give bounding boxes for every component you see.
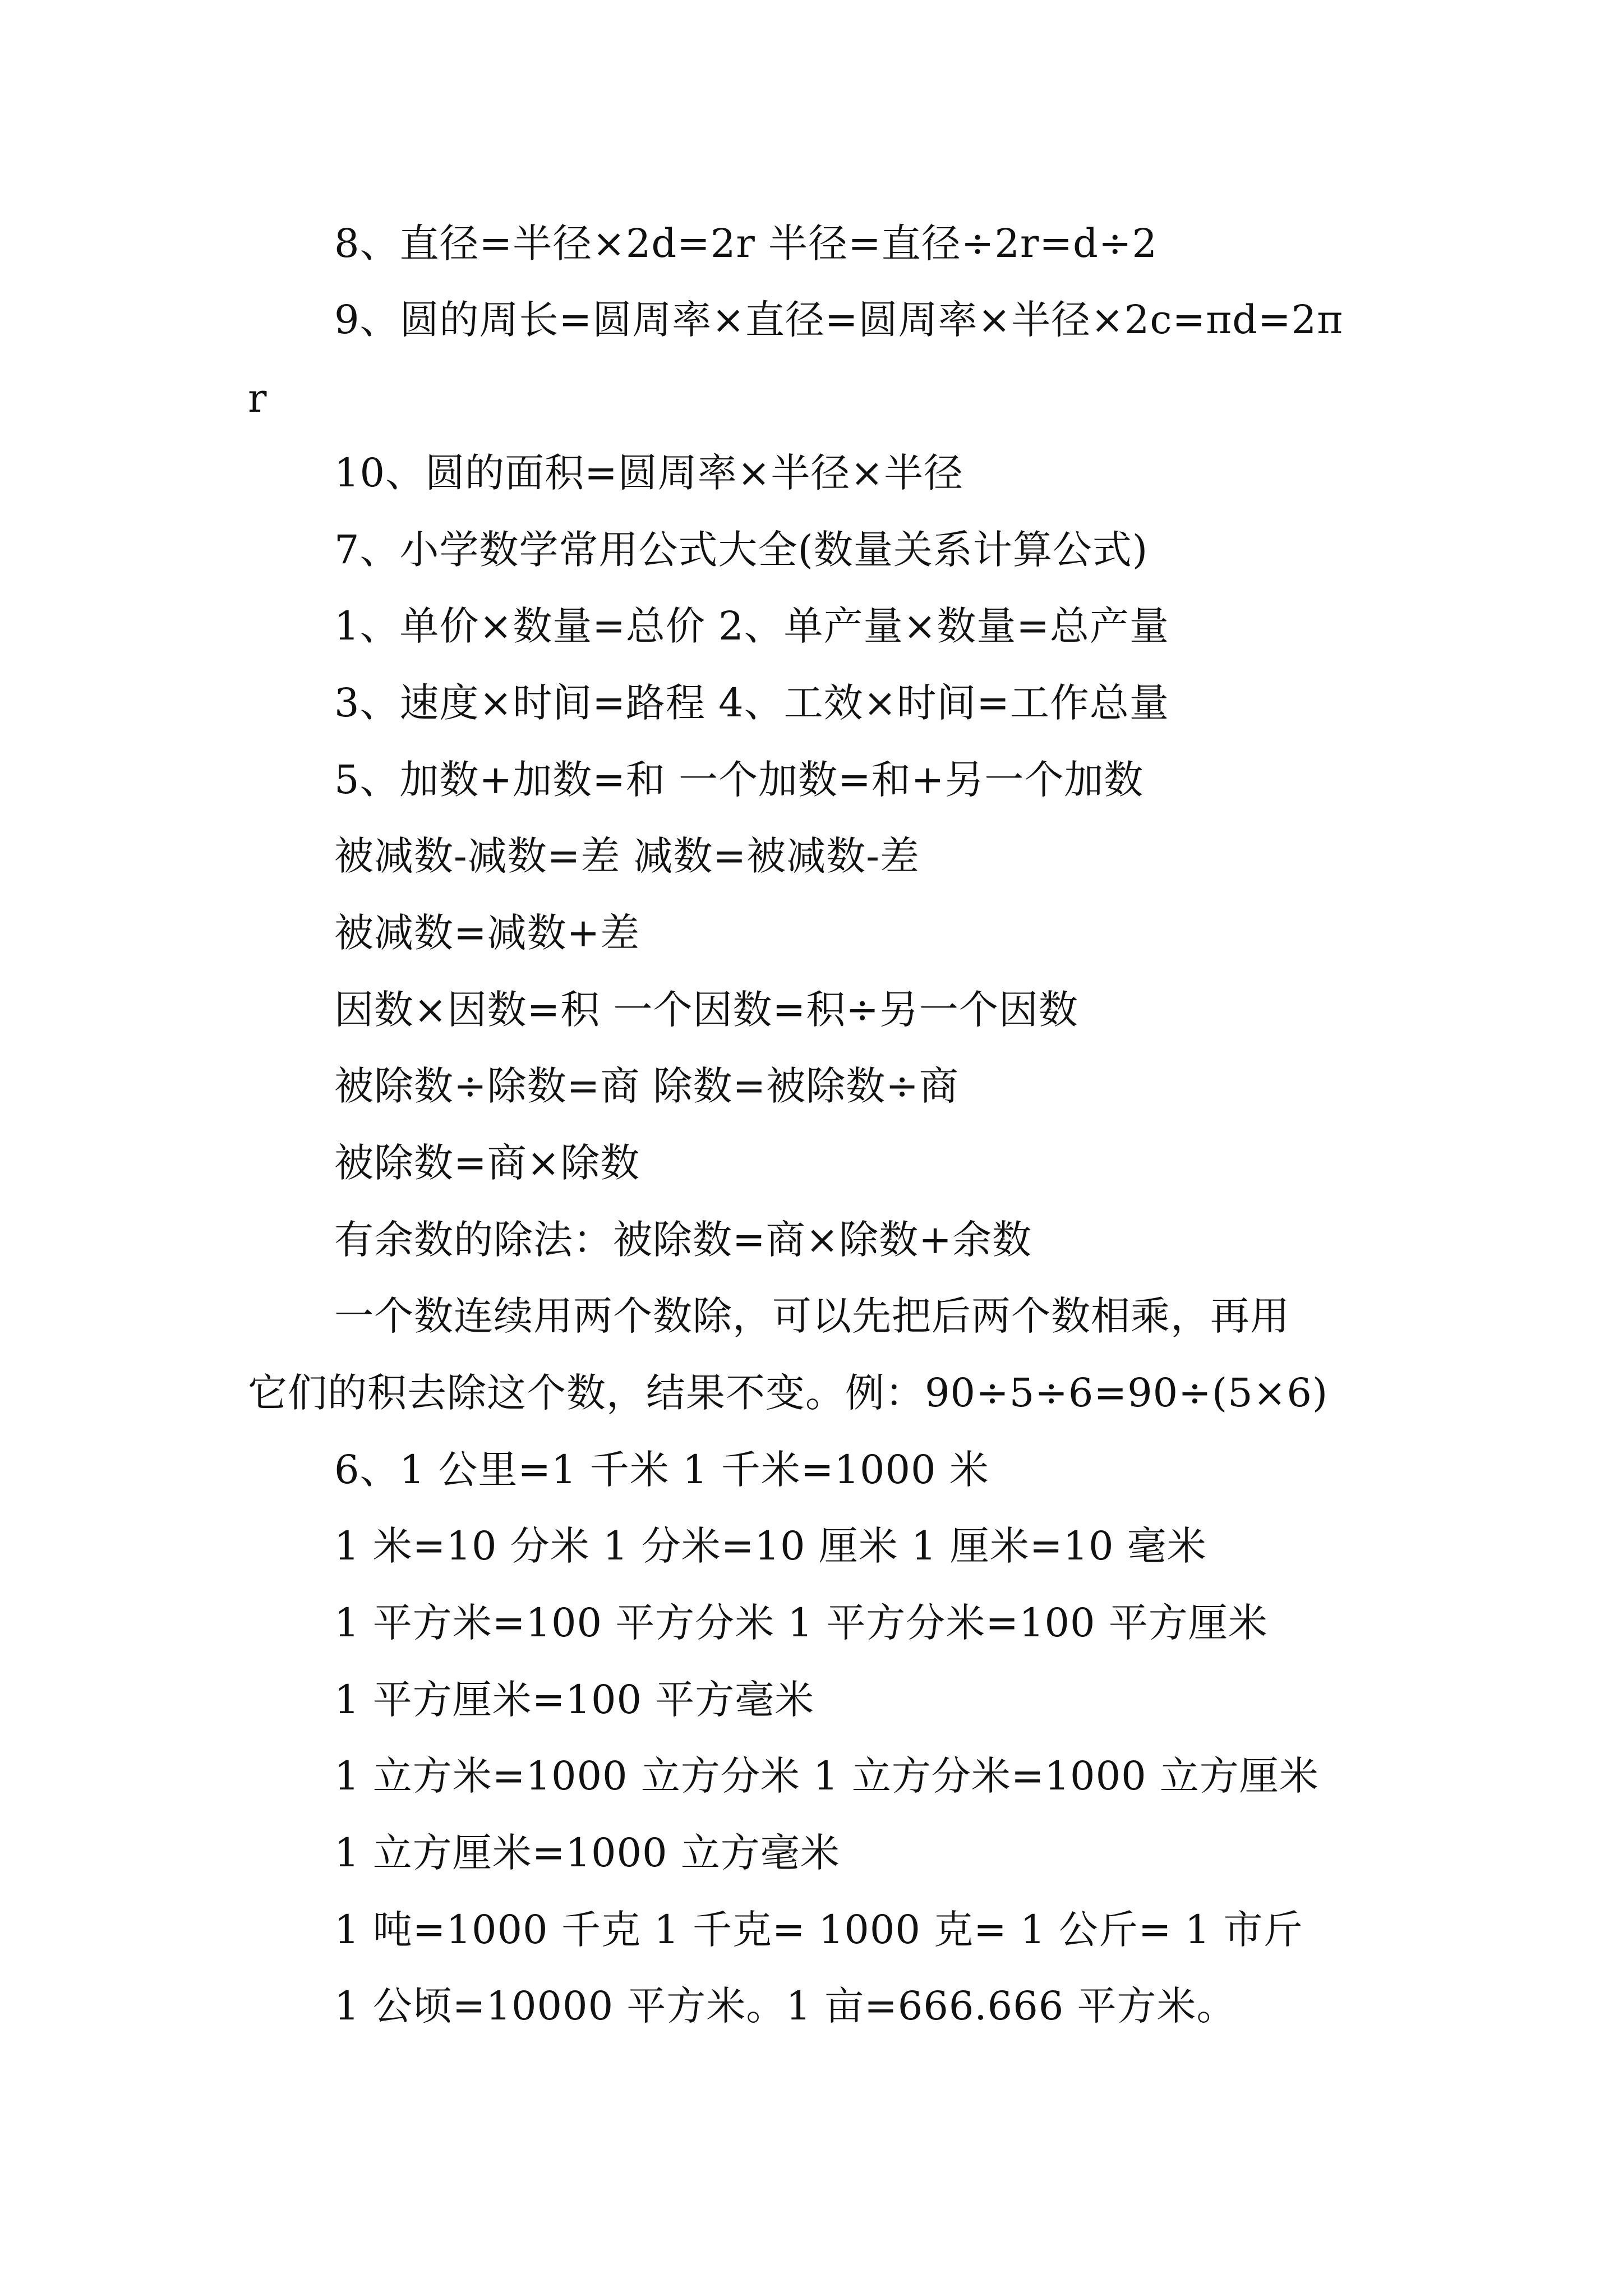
text-line: 1 立方米=1000 立方分米 1 立方分米=1000 立方厘米 — [334, 1753, 1319, 1799]
text-line: 一个数连续用两个数除，可以先把后两个数相乘，再用 — [334, 1293, 1290, 1339]
text-line: 它们的积去除这个数，结果不变。例：90÷5÷6=90÷(5×6) — [248, 1370, 1329, 1416]
text-line: 1 平方米=100 平方分米 1 平方分米=100 平方厘米 — [334, 1600, 1268, 1646]
text-line: 1 平方厘米=100 平方毫米 — [334, 1677, 815, 1723]
text-line: 被减数-减数=差 减数=被减数-差 — [334, 833, 920, 879]
text-line: 5、加数+加数=和 一个加数=和+另一个加数 — [334, 757, 1144, 803]
text-line: 被减数=减数+差 — [334, 910, 640, 956]
text-line: 1 公顷=10000 平方米。1 亩=666.666 平方米。 — [334, 1983, 1237, 2029]
text-line: 6、1 公里=1 千米 1 千米=1000 米 — [334, 1447, 989, 1493]
text-line: 因数×因数=积 一个因数=积÷另一个因数 — [334, 987, 1078, 1033]
text-line: 1 米=10 分米 1 分米=10 厘米 1 厘米=10 毫米 — [334, 1523, 1207, 1569]
text-line: 被除数÷除数=商 除数=被除数÷商 — [334, 1063, 959, 1109]
text-line: 3、速度×时间=路程 4、工效×时间=工作总量 — [334, 680, 1169, 726]
text-line: 10、圆的面积=圆周率×半径×半径 — [334, 450, 964, 496]
text-line: 1、单价×数量=总价 2、单产量×数量=总产量 — [334, 603, 1169, 649]
text-line: 9、圆的周长=圆周率×直径=圆周率×半径×2c=πd=2π — [334, 297, 1344, 343]
section-heading: 7、小学数学常用公式大全(数量关系计算公式) — [334, 527, 1149, 573]
text-line: 有余数的除法：被除数=商×除数+余数 — [334, 1217, 1032, 1263]
text-line: 被除数=商×除数 — [334, 1140, 640, 1186]
text-line: r — [248, 375, 268, 421]
text-line: 1 立方厘米=1000 立方毫米 — [334, 1830, 840, 1876]
text-line: 1 吨=1000 千克 1 千克= 1000 克= 1 公斤= 1 市斤 — [334, 1907, 1303, 1953]
text-line: 8、直径=半径×2d=2r 半径=直径÷2r=d÷2 — [334, 220, 1158, 266]
